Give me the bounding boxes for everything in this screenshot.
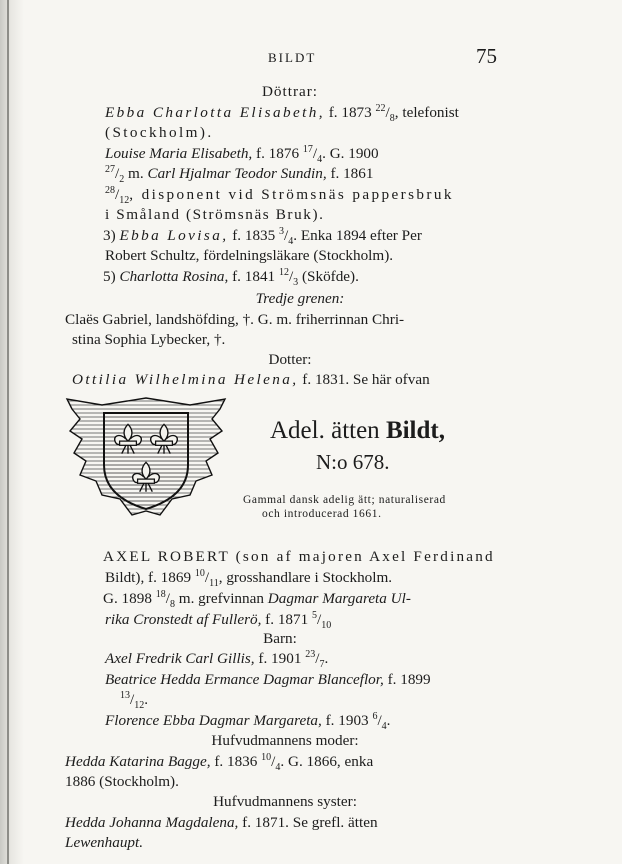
mother-heading: Hufvudmannens moder: bbox=[211, 732, 359, 749]
entry-line: Claës Gabriel, landshöfding, †. G. m. friherrinnan Chri- bbox=[65, 311, 405, 328]
entry-line: $^{28}/_{12}$, disponent vid Strömsnäs pappersbruk bbox=[105, 184, 454, 207]
entry-line: Hedda Johanna Magdalena, f. 1871. Se grefl. ätten bbox=[65, 814, 378, 831]
entry-line: AXEL ROBERT (son af majoren Axel Ferdinand bbox=[103, 548, 495, 565]
entry-line: Lewenhaupt. bbox=[65, 834, 144, 851]
daughters-heading: Döttrar: bbox=[261, 83, 319, 100]
running-title: BILDT bbox=[268, 50, 317, 65]
entry-line: Hedda Katarina Bagge, f. 1836 $^{10}/_4$. G. 1866, enka bbox=[65, 751, 374, 774]
entry-line: Bildt), f. 1869 $^{10}/_{11}$, grosshandlare i Stockholm. bbox=[105, 567, 393, 590]
sister-heading: Hufvudmannens syster: bbox=[213, 793, 357, 810]
entry-line: Beatrice Hedda Ermance Dagmar Blanceflor, f. 1899 bbox=[105, 671, 431, 688]
page-number: 75 bbox=[476, 44, 497, 68]
entry-line: Ebba Charlotta Elisabeth, f. 1873 $^{22}/_8$, telefonist bbox=[105, 102, 459, 125]
page-header bbox=[0, 42, 622, 72]
entry-line: 3) Ebba Lovisa, f. 1835 $^3/_4$. Enka 1894 efter Per bbox=[103, 225, 422, 248]
entry-line: Ottilia Wilhelmina Helena, f. 1831. Se här ofvan bbox=[72, 371, 430, 388]
family-title: Adel. ätten Bildt, bbox=[270, 417, 445, 444]
coat-of-arms-icon bbox=[62, 395, 230, 529]
entry-line: rika Cronstedt af Fullerö, f. 1871 $^5/_{10}$ bbox=[105, 609, 332, 632]
entry-line: Axel Fredrik Carl Gillis, f. 1901 $^{23}/_7$. bbox=[105, 648, 329, 671]
entry-line: $^{13}/_{12}$. bbox=[120, 689, 149, 712]
entry-line: Louise Maria Elisabeth, f. 1876 $^{17}/_4$. G. 1900 bbox=[105, 143, 379, 166]
third-branch-heading: Tredje grenen: bbox=[255, 290, 345, 307]
entry-line: stina Sophia Lybecker, †. bbox=[72, 331, 226, 348]
entry-line: i Småland (Strömsnäs Bruk). bbox=[105, 206, 325, 223]
entry-line: 5) Charlotta Rosina, f. 1841 $^{12}/_3$ (Sköfde). bbox=[103, 266, 359, 289]
children-heading: Barn: bbox=[263, 630, 297, 647]
entry-line: $^{27}/_2$ m. Carl Hjalmar Teodor Sundin, f. 1861 bbox=[105, 163, 374, 186]
family-number: N:o 678. bbox=[316, 450, 390, 474]
daughter-heading: Dotter: bbox=[268, 351, 312, 368]
entry-line: 1886 (Stockholm). bbox=[65, 773, 179, 790]
family-description: och introducerad 1661. bbox=[262, 508, 382, 520]
entry-line: Florence Ebba Dagmar Margareta, f. 1903 $^6/_4$. bbox=[105, 710, 391, 733]
entry-line: (Stockholm). bbox=[105, 124, 214, 141]
entry-line: G. 1898 $^{18}/_8$ m. grefvinnan Dagmar Margareta Ul- bbox=[103, 588, 411, 611]
entry-line: Robert Schultz, fördelningsläkare (Stockholm). bbox=[105, 247, 394, 264]
family-description: Gammal dansk adelig ätt; naturaliserad bbox=[243, 494, 446, 506]
